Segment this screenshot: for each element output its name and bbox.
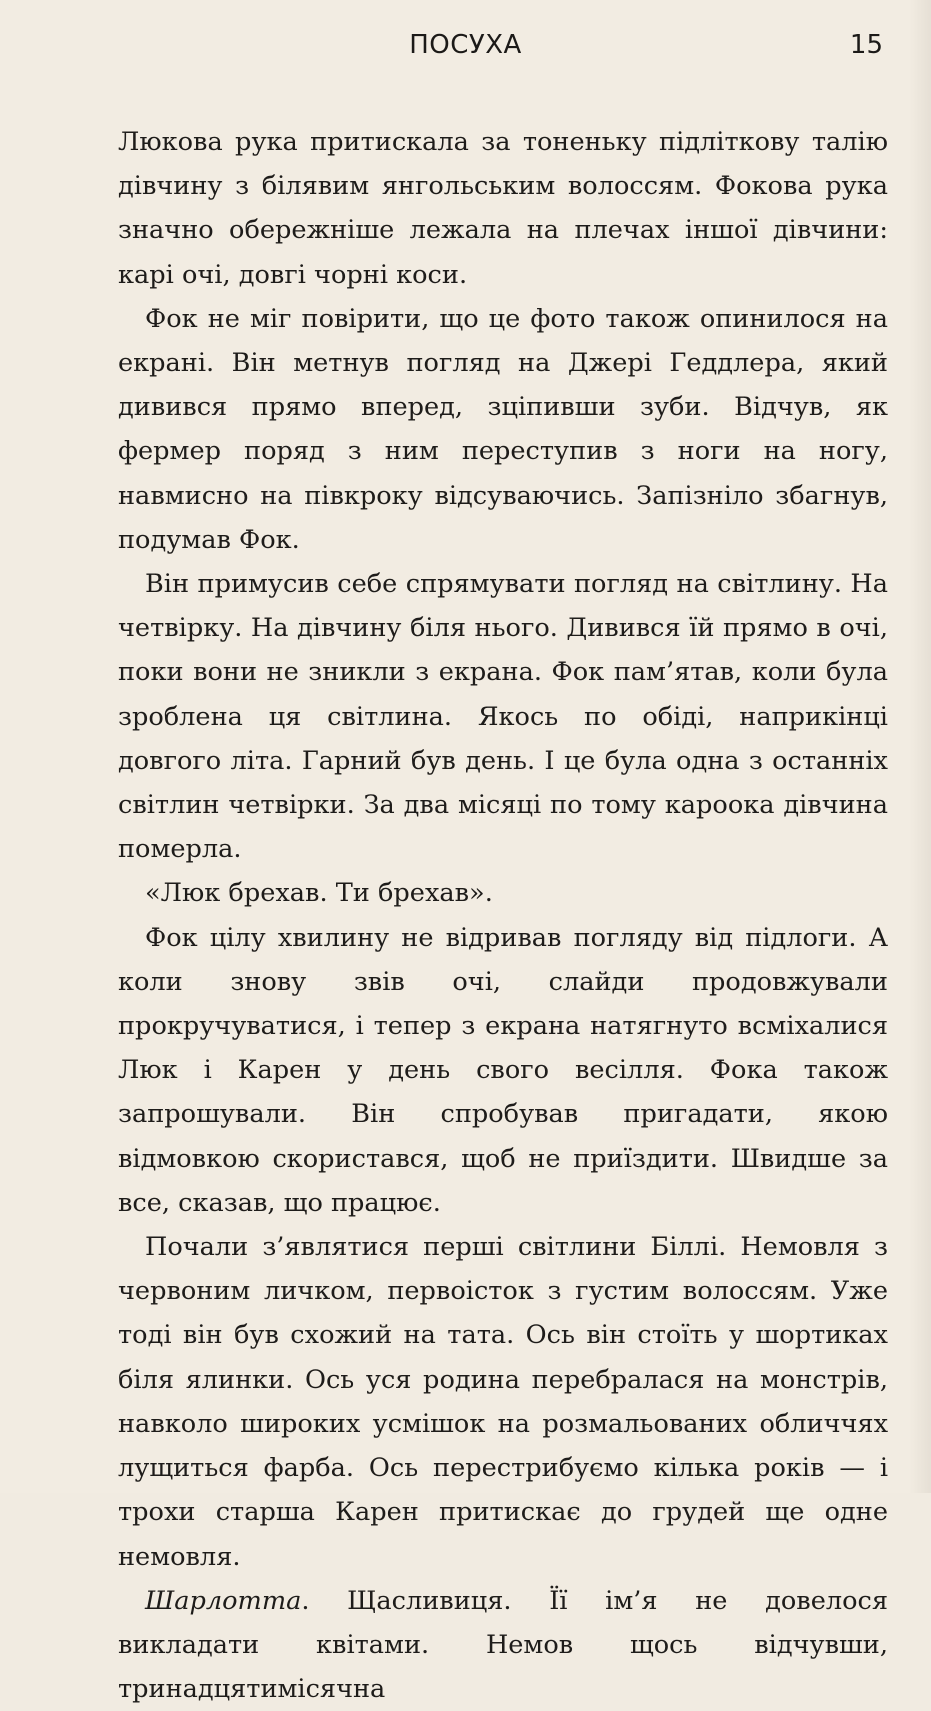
paragraph: Він примусив себе спрямувати погляд на світлину. На четвірку. На дівчину біля нього. Дивився їй прямо в очі, поки вони не зникли з екрана. Фок пам’ятав, коли була зроблена ця світлина. Якось по обіді, наприкінці довгого літа. Гарний був день. І це була одна з останніх світлин четвірки. За два місяці по тому кароока дівчина померла. bbox=[118, 569, 888, 865]
paragraph bbox=[118, 1579, 888, 1711]
paragraph: Почали з’являтися перші світлини Біллі. Немовля з червоним личком, первоісток з густим волоссям. Уже тоді він був схожий на тата. Ось він стоїть у шортиках біля ялинки. Ось уся родина перебралася на монстрів, навколо широких усмішок на розмальованих обличчях лущиться фарба. Ось перестрибуємо кілька років — і трохи старша Карен притискає до грудей ще одне немовля. bbox=[118, 1232, 888, 1572]
paragraph: «Люк брехав. Ти брехав». bbox=[145, 878, 493, 909]
body-text bbox=[118, 120, 888, 1711]
paragraph: Фок не міг повірити, що це фото також опинилося на екрані. Він метнув погляд на Джері Геддлера, який дивився прямо вперед, зціпивши зуби. Відчув, як фермер поряд з ним переступив з ноги на ногу, навмисно на півкроку відсуваючись. Запізніло збагнув, подумав Фок. bbox=[118, 303, 888, 555]
paragraph: Люкова рука притискала за тоненьку підліткову талію дівчину з білявим янгольським волоссям. Фокова рука значно обережніше лежала на плечах іншої дівчини: карі очі, довгі чорні коси. bbox=[118, 127, 888, 290]
running-title: ПОСУХА bbox=[409, 30, 522, 60]
italic-name: Шарлотта bbox=[145, 1585, 302, 1616]
page-header bbox=[0, 30, 931, 70]
paragraph: Фок цілу хвилину не відривав погляду від підлоги. А коли знову звів очі, слайди продовжували прокручуватися, і тепер з екрана натягнуто всміхалися Люк і Карен у день свого весілля. Фока також запрошували. Він спробував пригадати, якою відмовкою скористався, щоб не приїздити. Швидше за все, сказав, що працює. bbox=[118, 922, 888, 1218]
page-number: 15 bbox=[849, 30, 883, 60]
paragraph-continuation: . Щасливиця. Її ім’я не довелося викладати квітами. Немов щось відчувши, тринадцятимісячна bbox=[118, 1585, 888, 1705]
